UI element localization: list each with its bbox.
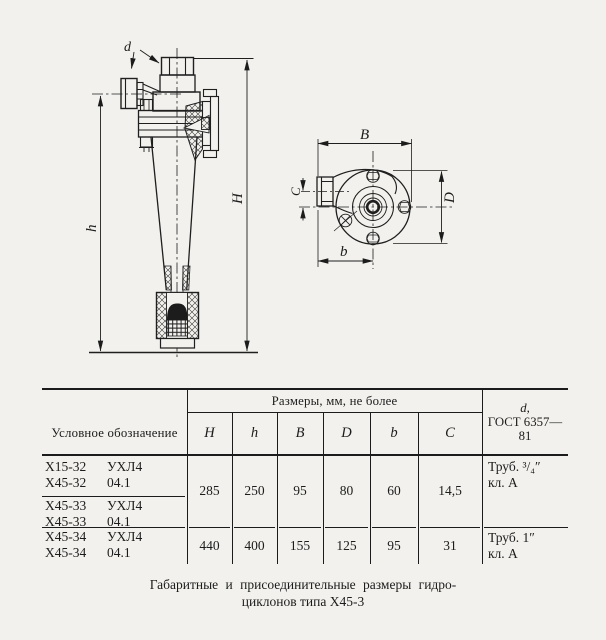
dim-label-b: b [340,244,348,260]
value-C-a: 14,5 [438,483,462,498]
top-view-drawing [288,127,458,269]
caption-line1: Габаритные и присоединительные размеры гидро- [149,577,457,592]
value-D-a: 80 [339,483,354,498]
col-header-designation: Условное обозначение [51,425,178,440]
gost-header-d: d, [520,401,530,415]
col-header-b: b [390,424,398,441]
table-header-rule [42,454,568,456]
value-h-b: 400 [244,538,265,553]
gost-header-number: ГОСТ 6357— [487,415,563,429]
value-h-a: 250 [244,483,265,498]
value-b-b: 95 [387,538,401,553]
dim-label-h: h [84,224,100,232]
dim-label-d: d [124,40,131,55]
gost-header-year: 81 [518,429,532,443]
figure-caption [0,577,606,610]
pipe-spec-b: Труб. 1″ кл. А [488,530,535,561]
dim-label-H: H [230,193,246,204]
value-D-b: 125 [336,538,357,553]
col-header-B: B [295,424,305,441]
table-row: Х15-32 УХЛ4 [45,459,143,474]
value-B-b: 155 [289,538,311,553]
value-B-a: 95 [293,483,307,498]
dim-label-D: D [442,192,458,203]
dimensions-table [42,388,568,568]
value-H-a: 285 [199,483,220,498]
pipe-spec-a: Труб. ³/₄″ кл. А [488,459,541,490]
value-C-b: 31 [443,538,457,553]
table-row: Х45-33 04.1 [45,514,131,529]
value-b-a: 60 [387,483,401,498]
value-H-b: 440 [199,538,220,553]
table-row: Х45-34 УХЛ4 [45,529,143,544]
col-header-dimensions-group: Размеры, мм, не более [271,393,398,408]
table-row: Х45-32 04.1 [45,475,131,490]
col-header-H: H [204,424,215,441]
main-view-drawing [84,40,258,359]
col-header-h: h [250,424,259,441]
dim-label-C: C [288,187,303,196]
leader-d-left [132,52,135,69]
table-row: Х45-34 04.1 [45,545,131,560]
col-header-D: D [341,424,352,441]
col-header-gost [482,392,568,452]
leader-d-right [140,50,159,63]
col-header-C: C [445,424,455,441]
dim-label-B: B [360,127,370,143]
caption-line2: циклонов типа Х45-3 [241,593,365,609]
table-row: Х45-33 УХЛ4 [45,498,143,513]
